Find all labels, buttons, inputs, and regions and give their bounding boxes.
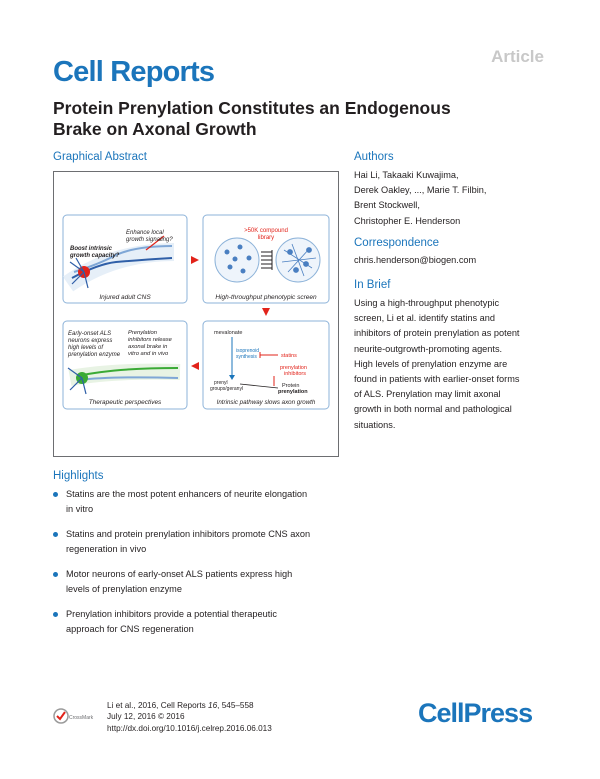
citation-block [107,700,272,734]
release-text-line4: vitro and in vivo [128,351,169,357]
citation-journal: Li et al., 2016, Cell Reports [107,701,209,710]
highlight-line: Motor neurons of early-onset ALS patients express high [66,569,293,579]
in-brief-text [354,296,554,433]
crossmark-logo-icon[interactable] [53,703,101,729]
correspondence-email[interactable]: chris.henderson@biogen.com [354,255,477,265]
highlight-item [53,607,353,636]
node-prenyl-line2: groups/geranyl [210,386,244,392]
authors-heading: Authors [354,151,394,163]
in-brief-line: Using a high-throughput phenotypic [354,298,500,308]
graphical-abstract-figure [53,171,339,457]
als-callout-line2: neurons express [68,338,113,344]
caption-therapeutic: Therapeutic perspectives [88,399,162,406]
highlight-line: regeneration in vivo [66,543,147,554]
citation-line-2: July 12, 2016 © 2016 [107,712,185,722]
authors-list [354,168,554,229]
callout-enhance-line2: growth signaling? [126,237,173,243]
node-protein-line2: prenylation [278,389,308,395]
author-line: Brent Stockwell, [354,200,420,211]
node-mevalonate: mevalonate [214,330,243,336]
citation-line-1 [107,700,272,711]
caption-injured-cns: Injured adult CNS [99,294,151,301]
als-callout-line3: high levels of [68,345,104,351]
release-text-line1: Prenylation [128,330,158,336]
graphical-abstract-svg [54,172,340,458]
highlight-item [53,567,353,596]
panel-injured-cns [63,215,187,303]
in-brief-line: found in patients with earlier-onset forms [354,374,520,385]
in-brief-line: inhibitors of protein prenylation as potent [354,328,520,339]
highlight-item [53,487,353,516]
als-callout-line1: Early-onset ALS [68,331,112,337]
release-text-line3: axonal brake in [128,344,168,350]
callout-boost-line2: growth capacity? [70,253,120,259]
node-prenyl-line1: prenyl [214,380,228,386]
article-type-label: Article [491,47,544,66]
citation-pages: , 545–558 [217,701,254,710]
release-text-line2: inhibitors release [128,337,172,343]
citation-doi-link[interactable]: http://dx.doi.org/10.1016/j.celrep.2016.06.013 [107,723,272,733]
node-inhibitors-line1: prenylation [280,365,307,371]
arrow-left-icon [191,362,199,370]
node-inhibitors-line2: inhibitors [284,371,307,377]
library-label-line2: library [257,235,275,241]
panel-therapeutic [63,321,187,409]
author-line: Christopher E. Henderson [354,215,461,226]
highlight-line: in vitro [66,503,94,514]
in-brief-line: screen, Li et al. identify statins and [354,313,495,324]
crossmark-label: CrossMark [69,715,94,721]
panel-screen [203,215,329,303]
caption-pathway: Intrinsic pathway slows axon growth [216,399,316,406]
bullet-icon [53,532,58,537]
callout-boost-line1: Boost intrinsic [70,246,113,252]
title-line-2: Brake on Axonal Growth [53,119,257,139]
arrow-down-icon [262,308,270,316]
cellpress-logo: CellPress [418,698,533,728]
highlights-list [53,487,353,647]
paper-title [53,98,533,140]
in-brief-line: High levels of prenylation enzyme are [354,358,508,369]
author-line: Derek Oakley, ..., Marie T. Filbin, [354,185,487,196]
highlight-line: levels of prenylation enzyme [66,583,182,594]
citation-volume: 16 [208,701,218,710]
highlights-heading: Highlights [53,470,104,482]
in-brief-line: neurite-outgrowth-promoting agents. [354,343,503,354]
callout-enhance-line1: Enhance local [126,230,164,236]
bullet-icon [53,492,58,497]
journal-name: Cell Reports [53,56,215,88]
in-brief-line: of ALS. Prenylation may limit axonal [354,389,501,400]
node-isoprenoid-line2: synthesis [236,354,257,360]
graphical-abstract-heading: Graphical Abstract [53,151,147,163]
node-statins: statins [281,353,297,359]
node-protein-line1: Protein [282,383,300,389]
author-line: Hai Li, Takaaki Kuwajima, [354,170,459,180]
node-isoprenoid-line1: isoprenoid [236,348,260,354]
caption-screen: High-throughput phenotypic screen [215,294,317,301]
title-line-1: Protein Prenylation Constitutes an Endogenous [53,98,451,118]
library-label-line1: >50K compound [244,228,288,234]
arrow-right-icon [191,256,199,264]
in-brief-line: situations. [354,419,396,430]
als-callout-line4: prenylation enzyme [68,352,121,358]
in-brief-line: growth in both normal and pathological [354,404,512,415]
highlight-line: Statins are the most potent enhancers of neurite elongation [66,489,308,499]
correspondence-heading: Correspondence [354,237,440,249]
highlight-line: Prenylation inhibitors provide a potential therapeutic [66,609,277,619]
highlight-item [53,527,353,556]
highlight-line: approach for CNS regeneration [66,623,194,634]
in-brief-heading: In Brief [354,279,391,291]
bullet-icon [53,572,58,577]
highlight-line: Statins and protein prenylation inhibitors promote CNS axon [66,529,311,539]
bullet-icon [53,612,58,617]
